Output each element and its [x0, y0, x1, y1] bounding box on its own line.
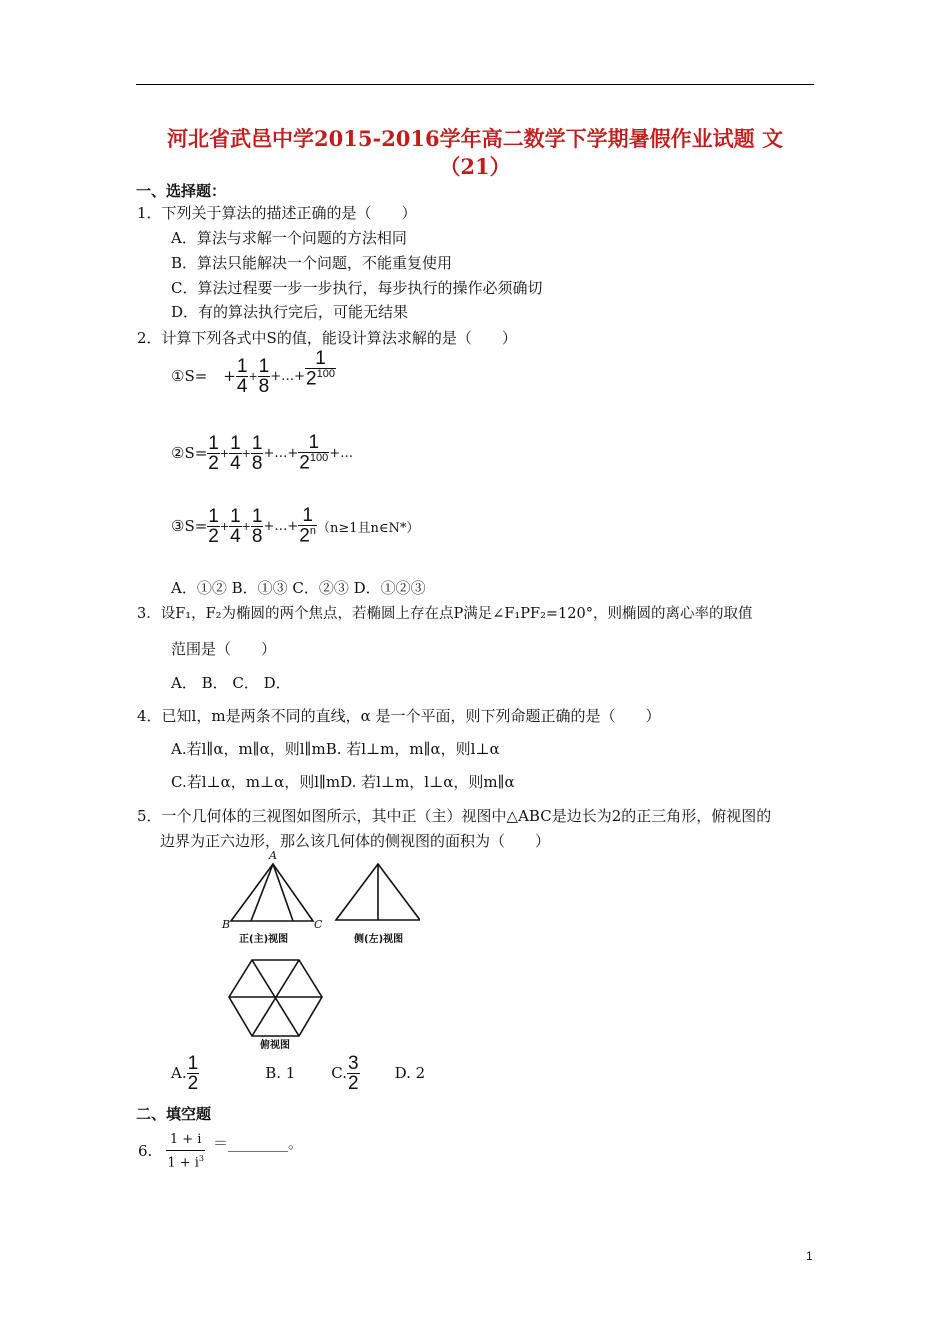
ellipsis: +…+: [270, 368, 306, 384]
fraction: $\frac{1}{8}$: [258, 355, 270, 397]
fraction: $\frac{1}{4}$: [230, 432, 241, 474]
fraction: $\frac{1 + i}{1 + i^3}$: [167, 1131, 204, 1171]
q4-options-cd: C.若l⊥α，m⊥α，则l∥mD. 若l⊥m，l⊥α，则m∥α: [171, 773, 515, 791]
option-d: D. 2: [394, 1064, 426, 1082]
fraction: $\frac{3}{2}$: [348, 1052, 359, 1094]
fraction: $\frac{1}{2}$: [208, 505, 219, 547]
q5-stem: 5．一个几何体的三视图如图所示，其中正（主）视图中△ABC是边长为2的正三角形，俯视图的: [137, 807, 772, 825]
q4-options-ab: A.若l∥α，m∥α，则l∥mB. 若l⊥m，m∥α，则l⊥α: [171, 740, 500, 758]
top-view-caption: 俯视图: [260, 1040, 290, 1049]
three-view-figure: [221, 850, 420, 1049]
plus-sign: +: [241, 519, 251, 533]
q3-options: A． B． C． D．: [171, 674, 291, 692]
q1-option-b: B．算法只能解决一个问题，不能重复使用: [171, 254, 453, 272]
q1-option-c: C．算法过程要一步一步执行，每步执行的操作必须确切: [171, 279, 543, 297]
fraction: $\frac{1}{2^{100}}$: [299, 432, 329, 474]
q2-expression-3: [171, 502, 419, 550]
expr-label: ①S=: [171, 367, 208, 385]
q5-options: [171, 1053, 425, 1093]
expr-label: ②S=: [171, 444, 208, 462]
fraction: $\frac{1}{4}$: [236, 355, 248, 397]
vertex-label-b: B: [222, 918, 231, 931]
fraction: $\frac{1}{2^{100}}$: [306, 348, 335, 390]
q4-stem: 4．已知l，m是两条不同的直线，α 是一个平面，则下列命题正确的是（ ）: [137, 707, 661, 725]
option-a-label: A.: [171, 1064, 187, 1082]
q1-option-d: D．有的算法执行完后，可能无结果: [171, 303, 409, 321]
header-rule: [136, 84, 814, 85]
ellipsis: +…+: [263, 445, 299, 461]
q1-option-a: A．算法与求解一个问题的方法相同: [171, 229, 407, 247]
plus-sign: +: [223, 367, 236, 385]
ellipsis: +…+: [263, 518, 299, 534]
q6-answer-blank: ＝________。: [213, 1133, 304, 1152]
front-view-caption: 正(主)视图: [239, 934, 289, 945]
page-number: 1: [806, 1249, 813, 1263]
front-view-triangle: [231, 864, 313, 921]
doc-title-line1: 河北省武邑中学2015-2016学年高二数学下学期暑假作业试题 文: [167, 126, 783, 151]
doc-title-line2: （21）: [439, 154, 511, 179]
q2-expression-2: [171, 430, 353, 476]
q2-stem: 2．计算下列各式中S的值，能设计算法求解的是（ ）: [137, 329, 517, 347]
fraction: $\frac{1}{2^n}$: [299, 505, 316, 547]
vertex-label-c: C: [314, 918, 323, 931]
plus-sign: +: [241, 446, 251, 460]
fraction: $\frac{1}{4}$: [230, 505, 241, 547]
q3-stem-continued: 范围是（ ）: [171, 640, 277, 658]
condition-text: （n≥1且n∈N*）: [316, 520, 420, 536]
three-view-drawing: [221, 850, 420, 1049]
side-view-caption: 侧(左)视图: [354, 934, 404, 945]
section-heading-choice: 一、选择题：: [136, 182, 227, 200]
q1-stem: 1．下列关于算法的描述正确的是（ ）: [137, 204, 417, 222]
expr-label: ③S=: [171, 517, 208, 535]
q5-stem-continued: 边界为正六边形，那么该几何体的侧视图的面积为（ ）: [160, 832, 551, 850]
q2-expression-1: [171, 348, 336, 400]
fraction: $\frac{1}{2}$: [187, 1052, 199, 1094]
vertex-label-a: A: [269, 850, 277, 862]
option-c-label: C.: [331, 1064, 348, 1082]
ellipsis: +…: [329, 445, 354, 461]
q3-stem: 3．设F₁，F₂为椭圆的两个焦点，若椭圆上存在点P满足∠F₁PF₂=120°，则椭圆的离心率的取值: [137, 606, 753, 622]
fraction: $\frac{1}{8}$: [251, 432, 263, 474]
front-view-edge: [273, 864, 293, 921]
fraction: $\frac{1}{8}$: [251, 505, 263, 547]
fraction: $\frac{1}{2}$: [208, 432, 219, 474]
q6-expression: [138, 1129, 303, 1173]
front-view-edge: [251, 864, 273, 921]
q6-label: 6.: [138, 1142, 153, 1160]
section-heading-fill: 二、填空题: [136, 1105, 212, 1123]
plus-sign: +: [248, 369, 258, 383]
plus-sign: +: [219, 519, 230, 533]
q2-options: A．①② B．①③ C．②③ D．①②③: [171, 579, 426, 597]
option-b: B. 1: [265, 1064, 296, 1082]
plus-sign: +: [219, 446, 230, 460]
